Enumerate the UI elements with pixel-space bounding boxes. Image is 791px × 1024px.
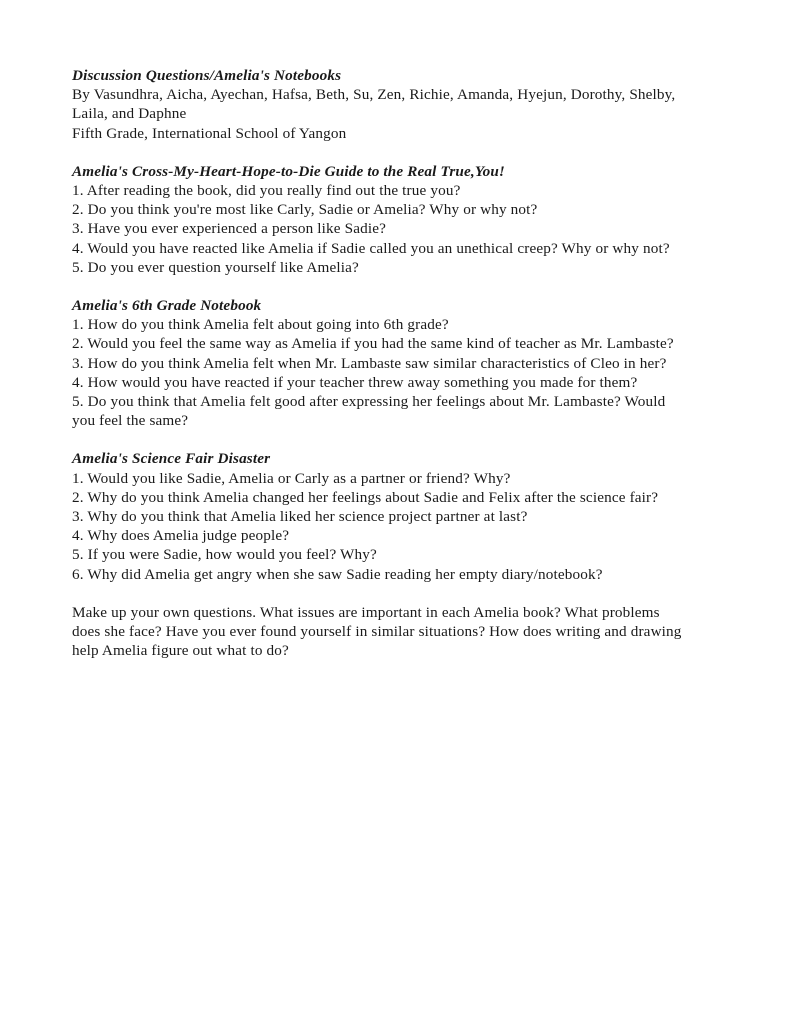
document-byline: By Vasundhra, Aicha, Ayechan, Hafsa, Beth, Su, Zen, Richie, Amanda, Hyejun, Dorothy, Shelby, Laila, and Daphne: [72, 86, 676, 123]
document-header: [72, 66, 686, 143]
document-affiliation: Fifth Grade, International School of Yangon: [72, 124, 347, 142]
closing-paragraph-block: [72, 603, 686, 661]
question-item: 3. Have you ever experienced a person like Sadie?: [72, 220, 387, 238]
section-guide-to-real-true-you: [72, 162, 686, 277]
question-item: 5. Do you ever question yourself like Amelia?: [72, 258, 359, 276]
question-item: 3. Why do you think that Amelia liked her science project partner at last?: [72, 508, 528, 526]
document-content: [72, 66, 686, 660]
section-heading: Amelia's Science Fair Disaster: [72, 450, 271, 468]
question-list: [72, 315, 686, 430]
question-item: 4. Would you have reacted like Amelia if Sadie called you an unethical creep? Why or why not?: [72, 239, 670, 257]
document-title: Discussion Questions/Amelia's Notebooks: [72, 67, 342, 84]
question-item: 2. Why do you think Amelia changed her feelings about Sadie and Felix after the science fair?: [72, 488, 659, 506]
closing-paragraph: Make up your own questions. What issues are important in each Amelia book? What problems does she face? Have you ever found yourself in similar situations? How does writing and drawing help Amelia figure out what to do?: [72, 603, 682, 660]
section-heading: Amelia's Cross-My-Heart-Hope-to-Die Guide to the Real True,You!: [72, 162, 505, 180]
question-list: [72, 469, 686, 584]
question-list: [72, 181, 686, 277]
section-science-fair-disaster: [72, 449, 686, 583]
question-item: 1. How do you think Amelia felt about going into 6th grade?: [72, 316, 449, 334]
question-item: 5. If you were Sadie, how would you feel? Why?: [72, 546, 377, 564]
section-6th-grade-notebook: [72, 296, 686, 430]
question-item: 4. How would you have reacted if your teacher threw away something you made for them?: [72, 373, 638, 391]
question-item: 3. How do you think Amelia felt when Mr. Lambaste saw similar characteristics of Cleo in her?: [72, 354, 667, 372]
question-item: 4. Why does Amelia judge people?: [72, 527, 290, 545]
question-item: 1. Would you like Sadie, Amelia or Carly as a partner or friend? Why?: [72, 469, 511, 487]
question-item: 2. Do you think you're most like Carly, Sadie or Amelia? Why or why not?: [72, 201, 538, 219]
question-item: 6. Why did Amelia get angry when she saw Sadie reading her empty diary/notebook?: [72, 565, 603, 583]
section-heading: Amelia's 6th Grade Notebook: [72, 297, 262, 315]
question-item: 5. Do you think that Amelia felt good after expressing her feelings about Mr. Lambaste? Would you feel the same?: [72, 393, 666, 430]
question-item: 1. After reading the book, did you really find out the true you?: [72, 182, 461, 200]
question-item: 2. Would you feel the same way as Amelia if you had the same kind of teacher as Mr. Lambaste?: [72, 335, 674, 353]
